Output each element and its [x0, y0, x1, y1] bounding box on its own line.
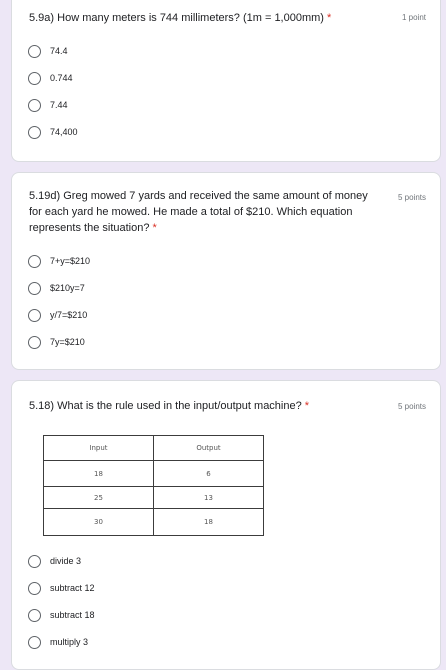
- table-row: [44, 487, 264, 509]
- option-subtract-18[interactable]: [28, 607, 95, 623]
- radio-unchecked-icon[interactable]: [28, 636, 41, 649]
- option-0-744[interactable]: [28, 70, 73, 86]
- points-label: 5 points: [397, 402, 426, 411]
- points-label: 5 points: [397, 193, 426, 202]
- option-label: 7+y=$210: [50, 256, 91, 266]
- table-row: [44, 509, 264, 536]
- option-74-4[interactable]: [28, 43, 68, 59]
- table-cell: 18: [44, 461, 154, 487]
- table-cell: 18: [154, 509, 264, 536]
- option-label: 7.44: [50, 100, 68, 110]
- radio-unchecked-icon[interactable]: [28, 336, 41, 349]
- option-multiply-3[interactable]: [28, 634, 88, 650]
- question-title: 5.18) What is the rule used in the input/output machine? *: [29, 400, 310, 412]
- required-mark: *: [327, 12, 332, 24]
- question-title: 5.9a) How many meters is 744 millimeters? (1m = 1,000mm) *: [29, 12, 332, 24]
- table-cell: 13: [154, 487, 264, 509]
- option-label: 7y=$210: [50, 337, 85, 347]
- option-7y[interactable]: [28, 334, 85, 350]
- option-label: $210y=7: [50, 283, 85, 293]
- option-210y[interactable]: [28, 280, 85, 296]
- option-74400[interactable]: [28, 124, 78, 140]
- question-card-3: [11, 380, 441, 670]
- option-7-plus-y[interactable]: [28, 253, 90, 269]
- radio-unchecked-icon[interactable]: [28, 126, 41, 139]
- option-label: multiply 3: [50, 637, 89, 647]
- table-row: [44, 461, 264, 487]
- option-subtract-12[interactable]: [28, 580, 95, 596]
- required-mark: *: [152, 222, 157, 234]
- option-label: 74,400: [50, 127, 78, 137]
- option-label: subtract 18: [50, 610, 95, 620]
- radio-unchecked-icon[interactable]: [28, 609, 41, 622]
- radio-unchecked-icon[interactable]: [28, 555, 41, 568]
- table-header-output: Output: [154, 436, 264, 461]
- radio-unchecked-icon[interactable]: [28, 72, 41, 85]
- radio-unchecked-icon[interactable]: [28, 309, 41, 322]
- option-divide-3[interactable]: [28, 553, 81, 569]
- radio-unchecked-icon[interactable]: [28, 255, 41, 268]
- input-output-table: [43, 435, 264, 536]
- table-header-input: Input: [44, 436, 154, 461]
- option-y-over-7[interactable]: [28, 307, 87, 323]
- table-cell: 25: [44, 487, 154, 509]
- table-cell: 30: [44, 509, 154, 536]
- radio-unchecked-icon[interactable]: [28, 99, 41, 112]
- required-mark: *: [304, 400, 310, 412]
- option-label: 0.744: [50, 73, 73, 83]
- radio-unchecked-icon[interactable]: [28, 582, 41, 595]
- table-cell: 6: [154, 461, 264, 487]
- option-label: 74.4: [50, 46, 68, 56]
- option-label: divide 3: [50, 556, 82, 566]
- question-card-1: [11, 0, 441, 162]
- option-7-44[interactable]: [28, 97, 68, 113]
- question-title: 5.19d) Greg mowed 7 yards and received the same amount of money for each yard he mowed. He made a total of $210. Which equation represents the situation? *: [29, 190, 368, 234]
- radio-unchecked-icon[interactable]: [28, 45, 41, 58]
- points-label: 1 point: [401, 13, 426, 22]
- option-label: subtract 12: [50, 583, 95, 593]
- radio-unchecked-icon[interactable]: [28, 282, 41, 295]
- option-label: y/7=$210: [50, 310, 88, 320]
- question-card-2: [11, 172, 441, 370]
